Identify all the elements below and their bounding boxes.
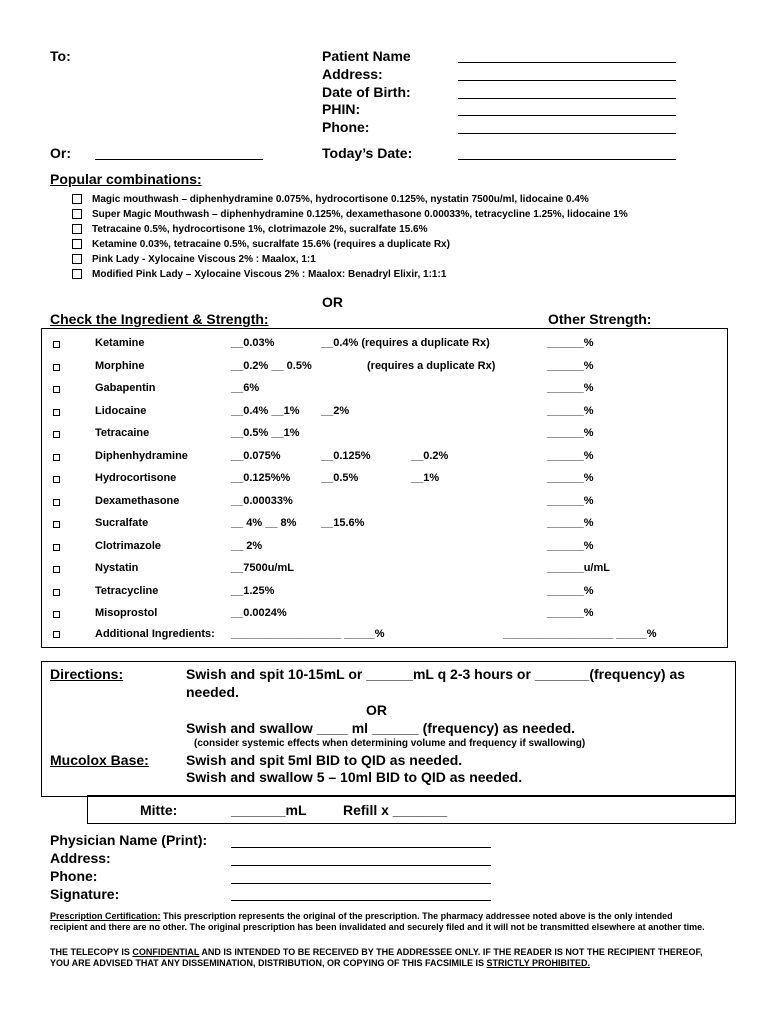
strength-option[interactable]: (requires a duplicate Rx) <box>367 359 496 372</box>
ingredient-checkbox[interactable] <box>53 521 60 528</box>
tele-confidential: CONFIDENTIAL <box>132 947 200 957</box>
ingredient-name: Clotrimazole <box>95 539 162 552</box>
ingredient-checkbox[interactable] <box>53 431 60 438</box>
or-divider: OR <box>322 294 343 310</box>
other-strength-field[interactable]: ______% <box>547 539 594 552</box>
address-field[interactable] <box>458 80 676 81</box>
strength-option[interactable]: __0.075% <box>231 449 281 462</box>
physician-phone-label: Phone: <box>50 868 98 884</box>
physician-name-field[interactable] <box>231 847 491 848</box>
other-strength-field[interactable]: ______% <box>547 404 594 417</box>
other-strength-field[interactable]: ______% <box>547 584 594 597</box>
other-strength-field[interactable]: ______% <box>547 472 594 484</box>
ingredient-checkbox[interactable] <box>53 341 60 348</box>
popular-combination-label: Modified Pink Lady – Xylocaine Viscous 2% : Maalox: Benadryl Elixir, 1:1:1 <box>92 269 447 280</box>
checkbox-icon[interactable] <box>72 194 82 204</box>
physician-signature-label: Signature: <box>50 886 120 902</box>
strength-option[interactable]: __ 2% <box>231 539 263 552</box>
additional-label: Additional Ingredients: <box>95 628 215 640</box>
additional-checkbox[interactable] <box>53 631 60 638</box>
directions-label: Directions: <box>50 666 124 682</box>
dob-field[interactable] <box>458 98 676 99</box>
popular-combination-item[interactable] <box>72 209 628 221</box>
other-strength-field[interactable]: ______u/mL <box>547 562 610 574</box>
cert-label: Prescription Certification: <box>50 911 161 921</box>
patient-name-label: Patient Name <box>322 48 411 64</box>
popular-combination-label: Ketamine 0.03%, tetracaine 0.5%, sucralfate 15.6% (requires a duplicate Rx) <box>92 239 450 250</box>
todays-date-label: Today’s Date: <box>322 145 413 161</box>
popular-combination-item[interactable] <box>72 194 589 206</box>
telecopy-notice <box>50 947 710 969</box>
popular-combination-label: Super Magic Mouthwash – diphenhydramine 0.125%, dexamethasone 0.00033%, tetracycline 1.25%, lidocaine 1% <box>92 209 628 220</box>
strength-option[interactable]: __0.0024% <box>231 607 287 619</box>
prescription-certification <box>50 911 710 933</box>
strength-option[interactable]: __2% <box>321 404 350 417</box>
tele-strictly-prohibited: STRICTLY PROHIBITED. <box>486 958 591 968</box>
other-strength-field[interactable]: ______% <box>547 359 594 372</box>
mucolox-line-1: Swish and spit 5ml BID to QID as needed. <box>186 752 463 768</box>
physician-address-label: Address: <box>50 850 111 866</box>
checkbox-icon[interactable] <box>72 224 82 234</box>
other-strength-field[interactable]: ______% <box>547 427 594 439</box>
checkbox-icon[interactable] <box>72 239 82 249</box>
strength-option[interactable]: __7500u/mL <box>231 562 294 574</box>
checkbox-icon[interactable] <box>72 254 82 264</box>
dob-label: Date of Birth: <box>322 84 411 100</box>
ingredient-name: Misoprostol <box>95 607 158 619</box>
popular-combination-label: Pink Lady - Xylocaine Viscous 2% : Maalox, 1:1 <box>92 254 316 265</box>
strength-option[interactable]: __0.4% (requires a duplicate Rx) <box>321 337 490 349</box>
directions-or: OR <box>366 702 387 718</box>
strength-option[interactable]: __6% <box>231 382 260 394</box>
physician-name-label: Physician Name (Print): <box>50 832 208 848</box>
ingredient-name: Tetracaine <box>95 427 150 439</box>
or-field[interactable] <box>95 159 263 160</box>
ingredient-checkbox[interactable] <box>53 566 60 573</box>
popular-combination-label: Magic mouthwash – diphenhydramine 0.075%, hydrocortisone 0.125%, nystatin 7500u/ml, lidocaine 0.4% <box>92 194 589 205</box>
strength-option[interactable]: __0.125%% <box>231 472 291 484</box>
strength-option[interactable]: __0.03% <box>231 337 275 349</box>
tele-text-2: AND IS INTENDED TO BE RECEIVED BY THE ADDRESSEE ONLY. IF THE READER IS NOT THE RECIPIENT THEREOF, YOU ARE ADVISED THAT ANY DISSEMINATION, DISTRIBUTION, OR COPYING OF THIS FACSIMILE IS <box>50 947 703 968</box>
todays-date-field[interactable] <box>458 159 676 160</box>
ingredient-name: Ketamine <box>95 337 145 349</box>
ingredient-name: Hydrocortisone <box>95 472 177 484</box>
ingredient-checkbox[interactable] <box>53 589 60 596</box>
refill-field[interactable]: Refill x _______ <box>343 802 448 818</box>
to-label: To: <box>50 48 71 64</box>
strength-option[interactable]: __1% <box>411 472 440 484</box>
tele-text-1: THE TELECOPY IS <box>50 947 133 957</box>
other-strength-field[interactable]: ______% <box>547 382 594 394</box>
ingredient-checkbox[interactable] <box>53 499 60 506</box>
popular-combination-label: Tetracaine 0.5%, hydrocortisone 1%, clotrimazole 2%, sucralfate 15.6% <box>92 224 428 235</box>
strength-option[interactable]: __0.00033% <box>231 494 293 507</box>
ingredient-name: Dexamethasone <box>95 494 180 507</box>
other-strength-field[interactable]: ______% <box>547 517 594 529</box>
popular-combination-item[interactable] <box>72 239 450 251</box>
strength-option[interactable]: __0.5% <box>321 472 359 484</box>
phone-label: Phone: <box>322 119 370 135</box>
ingredients-table <box>41 328 728 648</box>
mitte-label: Mitte: <box>140 802 178 818</box>
cert-text: This prescription represents the original of the prescription. The pharmacy addressee noted above is the only intended recipient and there are no other. The original prescription has been invalidated and securely filed and it will not be transmitted elsewhere at another time. <box>50 911 705 932</box>
popular-combination-item[interactable] <box>72 269 446 281</box>
phin-label: PHIN: <box>322 101 361 117</box>
ingredient-name: Lidocaine <box>95 404 147 417</box>
ingredient-checkbox[interactable] <box>53 409 60 416</box>
ingredient-name: Sucralfate <box>95 517 149 529</box>
ingredient-checkbox[interactable] <box>53 454 60 461</box>
strength-option[interactable]: __0.2% __ 0.5% <box>231 359 312 372</box>
ingredient-checkbox[interactable] <box>53 611 60 618</box>
ingredients-title: Check the Ingredient & Strength: <box>50 311 269 327</box>
directions-note: (consider systemic effects when determining volume and frequency if swallowing) <box>194 738 586 749</box>
address-label: Address: <box>322 66 383 82</box>
checkbox-icon[interactable] <box>72 209 82 219</box>
ingredient-checkbox[interactable] <box>53 544 60 551</box>
directions-line-3[interactable]: Swish and swallow ____ ml ______ (frequency) as needed. <box>186 720 576 736</box>
directions-line-2: needed. <box>186 684 239 700</box>
patient-name-field[interactable] <box>458 62 676 63</box>
phone-field[interactable] <box>458 133 676 134</box>
popular-combination-item[interactable] <box>72 254 316 266</box>
mitte-ml-field[interactable]: _______mL <box>231 802 307 818</box>
other-strength-field[interactable]: ______% <box>547 494 594 507</box>
ingredient-name: Gabapentin <box>95 382 156 394</box>
other-strength-title: Other Strength: <box>548 311 652 327</box>
physician-signature-field[interactable] <box>231 900 491 901</box>
strength-option[interactable]: __1.25% <box>231 584 275 597</box>
ingredient-name: Morphine <box>95 359 145 372</box>
popular-combinations-title: Popular combinations: <box>50 171 202 187</box>
phin-field[interactable] <box>458 115 676 116</box>
popular-combination-item[interactable] <box>72 224 428 236</box>
additional-blank-2[interactable]: __________________ _____% <box>503 628 657 640</box>
ingredient-checkbox[interactable] <box>53 386 60 393</box>
other-strength-field[interactable]: ______% <box>547 449 594 462</box>
strength-option[interactable]: __0.125% <box>321 449 371 462</box>
ingredient-name: Diphenhydramine <box>95 449 188 462</box>
directions-line-1[interactable]: Swish and spit 10-15mL or ______mL q 2-3 hours or _______(frequency) as <box>186 666 686 682</box>
mucolox-label: Mucolox Base: <box>50 752 149 768</box>
or-label: Or: <box>50 145 71 161</box>
other-strength-field[interactable]: ______% <box>547 337 594 349</box>
strength-option[interactable]: __15.6% <box>321 517 365 529</box>
mucolox-line-2: Swish and swallow 5 – 10ml BID to QID as needed. <box>186 769 523 785</box>
physician-address-field[interactable] <box>231 865 491 866</box>
ingredient-name: Nystatin <box>95 562 139 574</box>
ingredient-checkbox[interactable] <box>53 364 60 371</box>
additional-blank-1[interactable]: __________________ _____% <box>231 628 385 640</box>
checkbox-icon[interactable] <box>72 269 82 279</box>
strength-option[interactable]: __0.2% <box>411 449 449 462</box>
strength-option[interactable]: __0.5% __1% <box>231 427 300 439</box>
other-strength-field[interactable]: ______% <box>547 607 594 619</box>
strength-option[interactable]: __ 4% __ 8% <box>231 517 297 529</box>
strength-option[interactable]: __0.4% __1% <box>231 404 300 417</box>
physician-phone-field[interactable] <box>231 883 491 884</box>
ingredient-checkbox[interactable] <box>53 476 60 483</box>
ingredient-name: Tetracycline <box>95 584 159 597</box>
